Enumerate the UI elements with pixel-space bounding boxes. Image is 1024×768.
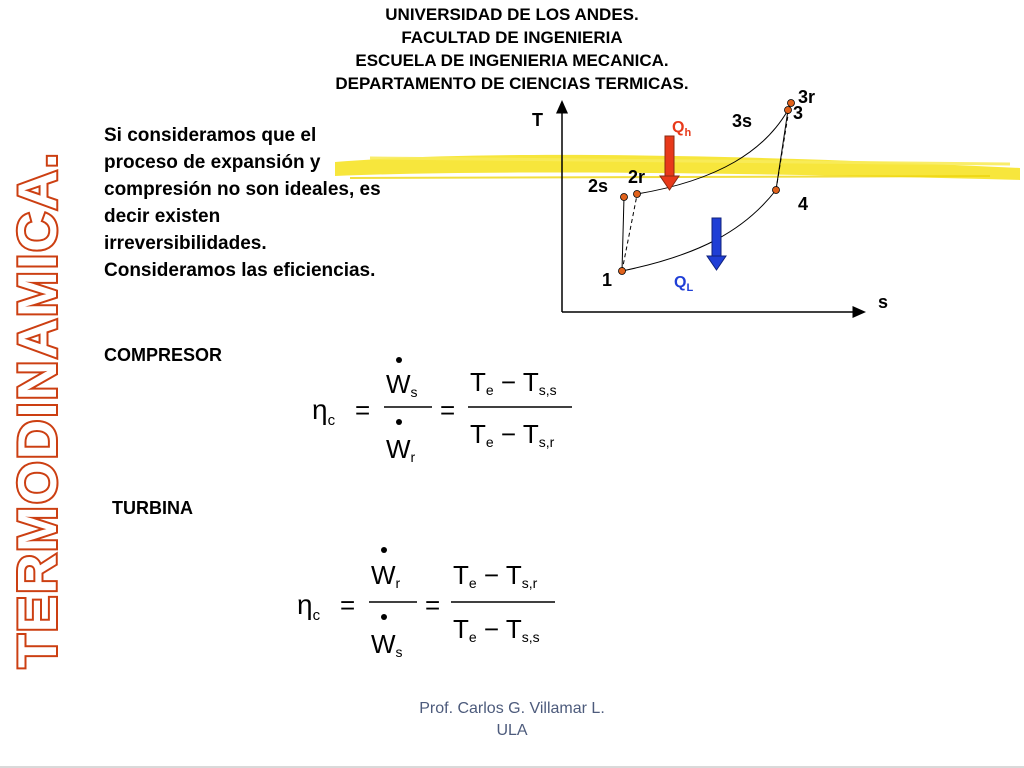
footer-author: Prof. Carlos G. Villamar L. [419, 700, 605, 717]
intro-line: Si consideramos que el [104, 125, 317, 146]
t-axis-label: T [532, 110, 543, 130]
intro-paragraph [104, 122, 504, 284]
work-denominator: Wr [386, 434, 416, 465]
header-university: UNIVERSIDAD DE LOS ANDES. [385, 5, 639, 24]
turbine-label: TURBINA [112, 498, 193, 518]
qh-label: $Q_h$ [672, 119, 692, 139]
ql-arrow-icon [707, 218, 726, 270]
dot-icon [381, 547, 387, 553]
intro-line: compresión no son ideales, es [104, 179, 381, 200]
ql-label: $Q_L$ [674, 274, 694, 294]
eta-symbol: $\eta_c$ [297, 589, 321, 624]
eta-symbol: $\eta_c$ [312, 394, 336, 429]
equals-sign: = [425, 590, 441, 620]
state-point-1 [619, 268, 626, 275]
label-point-3: 3 [793, 103, 804, 123]
isentropic-compression [622, 197, 624, 271]
label-point-2r: 2r [628, 167, 646, 187]
header-faculty: FACULTAD DE INGENIERIA [401, 28, 623, 47]
header-school: ESCUELA DE INGENIERIA MECANICA. [355, 51, 669, 70]
state-point-2r [634, 191, 641, 198]
label-point-2s: 2s [588, 176, 609, 196]
temp-numerator: Te − Ts,s [470, 367, 557, 398]
intro-line: Consideramos las eficiencias. [104, 260, 376, 281]
equals-sign: = [440, 395, 456, 425]
label-point-1: 1 [602, 270, 613, 290]
intro-line: irreversibilidades. [104, 233, 267, 254]
state-point-2s [621, 194, 628, 201]
label-point-3r: 3r [798, 90, 816, 107]
temp-denominator: Te − Ts,r [470, 419, 555, 450]
state-point-3 [785, 107, 792, 114]
intro-line: proceso de expansión y [104, 152, 321, 173]
qh-arrow-icon [660, 136, 679, 190]
work-denominator: Ws [371, 629, 403, 660]
side-title: TERMODINAMICA. [6, 151, 68, 668]
header-department: DEPARTAMENTO DE CIENCIAS TERMICAS. [335, 74, 689, 93]
heat-rejection-curve [622, 190, 776, 271]
compressor-equation [300, 345, 600, 475]
equals-sign: = [355, 395, 371, 425]
temp-denominator: Te − Ts,s [453, 614, 540, 645]
compressor-label: COMPRESOR [104, 345, 223, 365]
dot-icon [381, 614, 387, 620]
turbine-equation [285, 540, 585, 670]
state-point-4 [773, 187, 780, 194]
label-point-3s: 3s [732, 111, 753, 131]
equals-sign: = [340, 590, 356, 620]
real-compression [622, 195, 637, 271]
dot-icon [396, 357, 402, 363]
s-axis-label: s [878, 292, 889, 312]
heat-addition-curve [637, 110, 788, 194]
isentropic-expansion [776, 110, 788, 190]
ts-diagram [520, 90, 920, 330]
label-point-4: 4 [798, 194, 809, 214]
temp-numerator: Te − Ts,r [453, 560, 538, 591]
dot-icon [396, 419, 402, 425]
intro-line: decir existen [104, 206, 221, 227]
work-numerator: Ws [386, 369, 418, 400]
footer-institution: ULA [496, 722, 528, 739]
work-numerator: Wr [371, 560, 401, 591]
